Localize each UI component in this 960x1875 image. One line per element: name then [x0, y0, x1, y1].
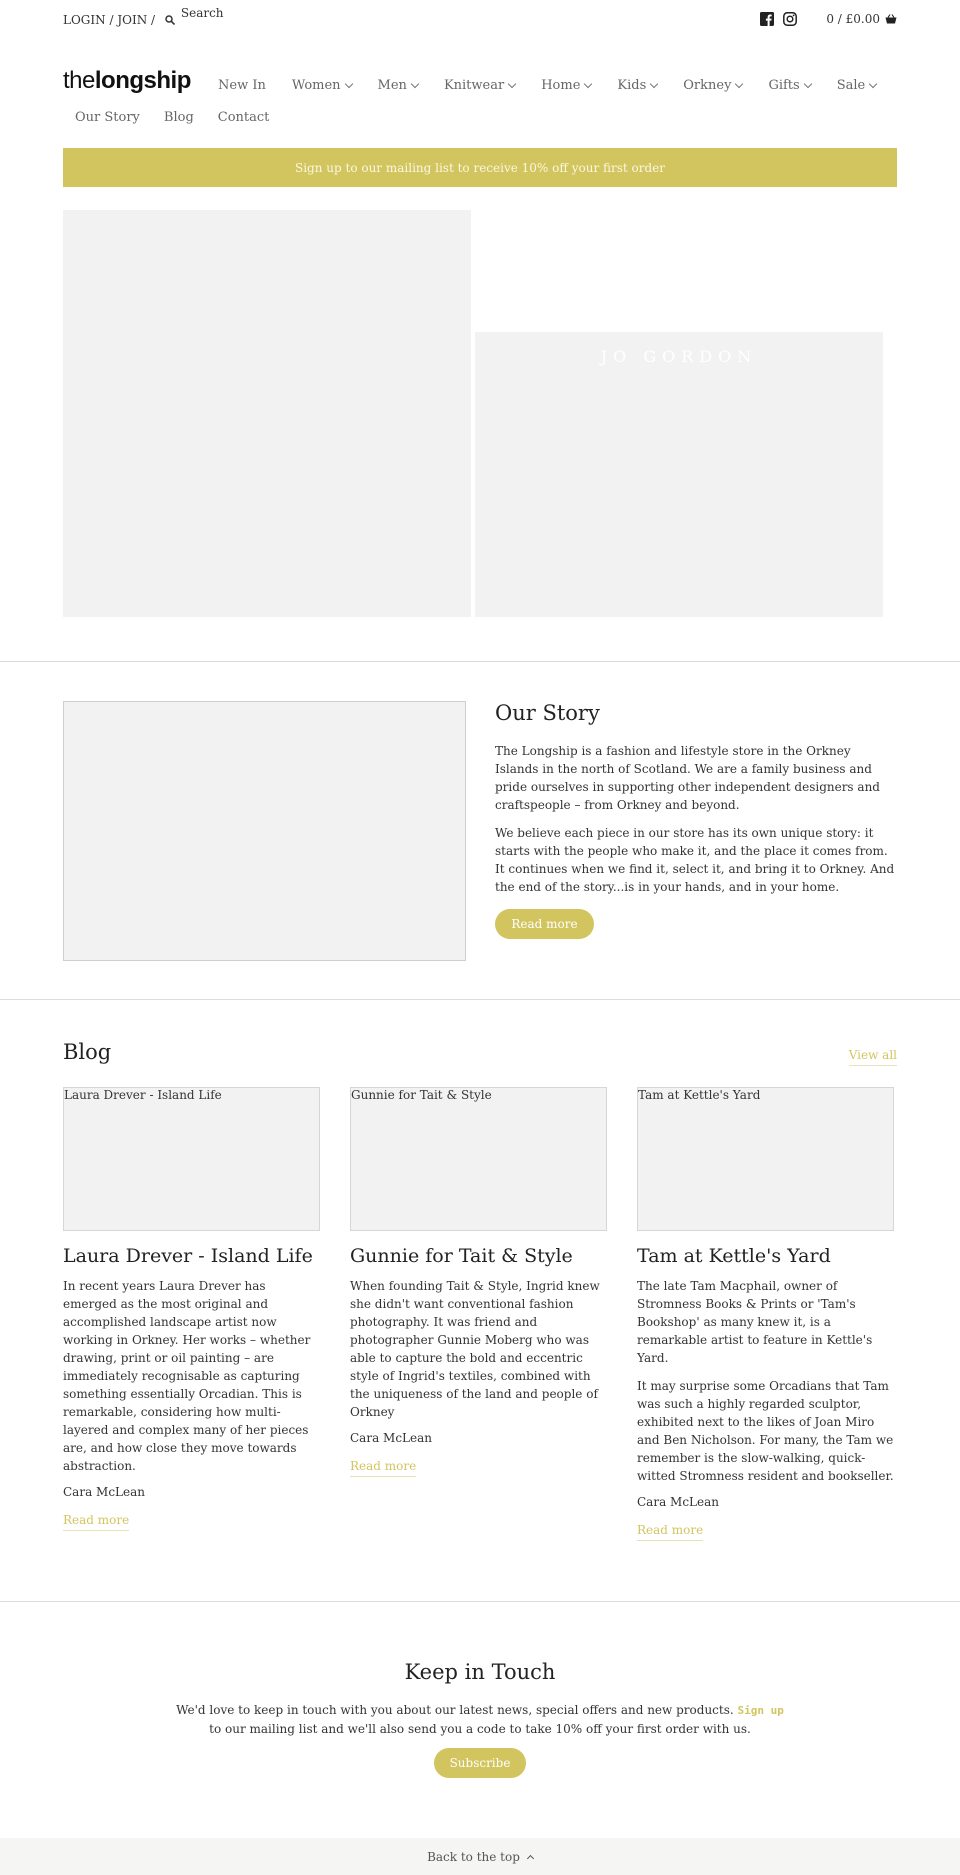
- login-link[interactable]: LOGIN: [63, 13, 106, 27]
- cart-total: 0 / £0.00: [826, 12, 880, 26]
- chevron-down-icon: [344, 79, 352, 87]
- excerpt-paragraph: When founding Tait & Style, Ingrid knew she didn't want conventional fashion photography. It was friend and photographer Gunnie Moberg who was able to capture the bold and eccentric style of Ingrid's textiles, combined with the uniqueness of the land and people of Orkney: [350, 1279, 600, 1419]
- nav-label: Kids: [617, 78, 647, 93]
- nav-item-gifts[interactable]: [768, 78, 810, 93]
- kit-text-before: We'd love to keep in touch with you about our latest news, special offers and new products.: [176, 1703, 738, 1717]
- section-divider: [0, 999, 960, 1000]
- chevron-down-icon: [803, 79, 811, 87]
- blog-card-title[interactable]: Tam at Kettle's Yard: [637, 1245, 831, 1267]
- story-title: Our Story: [495, 701, 600, 725]
- site-logo[interactable]: [63, 67, 191, 95]
- story-paragraph: The Longship is a fashion and lifestyle store in the Orkney Islands in the north of Scotland. We are a family business and pride ourselves in supporting other independent designers and craftspeople – from Orkney and beyond.: [495, 744, 880, 812]
- chevron-down-icon: [650, 79, 658, 87]
- nav-item-home[interactable]: [541, 78, 591, 93]
- nav-label: Orkney: [683, 78, 732, 93]
- chevron-down-icon: [584, 79, 592, 87]
- chevron-down-icon: [735, 79, 743, 87]
- story-read-more-button[interactable]: Read more: [495, 909, 594, 939]
- nav-item-orkney[interactable]: [683, 78, 742, 93]
- excerpt-paragraph: In recent years Laura Drever has emerged as the most original and accomplished landscape artist now working in Orkney. Her works – whether drawing, print or oil painting – are immediately recognisable as capturing something essentially Orcadian. This is remarkable, considering how multi-layered and complex many of her pieces are, and how close they move towards abstraction.: [63, 1279, 311, 1473]
- image-alt-text: Laura Drever - Island Life: [64, 1088, 222, 1102]
- facebook-icon[interactable]: [760, 12, 774, 26]
- instagram-icon[interactable]: [783, 12, 797, 26]
- image-alt-text: Gunnie for Tait & Style: [351, 1088, 492, 1102]
- nav-item-our-story[interactable]: Our Story: [75, 110, 140, 125]
- excerpt-paragraph: It may surprise some Orcadians that Tam was such a highly regarded sculptor, exhibited next to the likes of Joan Miro and Ben Nicholson. For many, the Tam we remember is the slow-walking, quick-witted Stromness resident and bookseller.: [637, 1379, 894, 1483]
- nav-label: Women: [291, 78, 341, 93]
- join-link[interactable]: JOIN: [117, 13, 148, 27]
- back-to-top-label: Back to the top: [427, 1849, 520, 1864]
- blog-card-read-more[interactable]: Read more: [350, 1459, 416, 1477]
- blog-card: [63, 1087, 320, 1531]
- blog-card-title[interactable]: Laura Drever - Island Life: [63, 1245, 313, 1267]
- story-text: [495, 742, 895, 906]
- nav-label: Sale: [836, 78, 866, 93]
- cart-link[interactable]: [826, 12, 897, 26]
- nav-item-men[interactable]: [378, 78, 418, 93]
- top-right-links: [760, 12, 897, 26]
- subscribe-button[interactable]: Subscribe: [434, 1748, 526, 1778]
- keep-in-touch-title: Keep in Touch: [404, 1660, 556, 1684]
- top-bar: [63, 0, 897, 40]
- hero-brand-text: JO GORDON: [600, 347, 758, 366]
- image-alt-text: Tam at Kettle's Yard: [638, 1088, 761, 1102]
- search-icon[interactable]: [165, 15, 175, 25]
- nav-item-contact[interactable]: Contact: [217, 110, 270, 125]
- blog-card-image[interactable]: [637, 1087, 894, 1231]
- nav-label: Gifts: [768, 78, 800, 93]
- search-toggle[interactable]: [165, 6, 224, 25]
- blog-view-all-link[interactable]: View all: [849, 1048, 897, 1066]
- secondary-nav: [75, 110, 293, 125]
- nav-item-sale[interactable]: [837, 78, 877, 93]
- blog-card-title[interactable]: Gunnie for Tait & Style: [350, 1245, 573, 1267]
- nav-item-blog[interactable]: Blog: [163, 110, 194, 125]
- nav-label: Home: [541, 78, 581, 93]
- excerpt-paragraph: The late Tam Macphail, owner of Stromness Books & Prints or 'Tam's Bookshop' as many knew it, is a remarkable artist to feature in Kettle's Yard.: [637, 1279, 873, 1365]
- blog-card-image[interactable]: [63, 1087, 320, 1231]
- account-links: [63, 6, 224, 27]
- basket-icon: [885, 14, 897, 24]
- kit-text-after: to our mailing list and we'll also send you a code to take 10% off your first order with us.: [209, 1722, 751, 1736]
- blog-card-excerpt: [63, 1277, 320, 1475]
- nav-label: Knitwear: [443, 78, 505, 93]
- mailing-list-banner[interactable]: Sign up to our mailing list to receive 10% off your first order: [63, 148, 897, 187]
- blog-card-excerpt: [637, 1277, 894, 1485]
- logo-prefix: the: [63, 67, 95, 94]
- chevron-down-icon: [508, 79, 516, 87]
- nav-label: Men: [377, 78, 407, 93]
- blog-card-author: Cara McLean: [350, 1431, 433, 1445]
- chevron-up-icon: [527, 1854, 534, 1861]
- story-image: [63, 701, 466, 961]
- keep-in-touch-text: [170, 1701, 790, 1738]
- hero-image-left[interactable]: [63, 210, 471, 617]
- nav-item-knitwear[interactable]: [444, 78, 515, 93]
- blog-card-author: Cara McLean: [63, 1485, 146, 1499]
- blog-card-excerpt: [350, 1277, 607, 1421]
- blog-card-image[interactable]: [350, 1087, 607, 1231]
- blog-card: [637, 1087, 894, 1541]
- story-paragraph: We believe each piece in our store has its own unique story: it starts with the people who make it, and the place it comes from. It continues when we find it, select it, and bring it to Orkney. And the end of the story...is in your hands, and in your home.: [495, 826, 895, 894]
- nav-item-women[interactable]: [292, 78, 352, 93]
- nav-item-kids[interactable]: [617, 78, 657, 93]
- separator: /: [147, 13, 159, 27]
- chevron-down-icon: [411, 79, 419, 87]
- back-to-top-link[interactable]: [0, 1838, 960, 1875]
- section-divider: [0, 661, 960, 662]
- separator: /: [105, 13, 118, 27]
- blog-title: Blog: [63, 1040, 112, 1064]
- primary-nav: [218, 78, 902, 93]
- nav-item-new-in[interactable]: [218, 78, 266, 93]
- logo-name: longship: [94, 67, 191, 94]
- nav-label: New In: [218, 78, 266, 93]
- blog-card: [350, 1087, 607, 1477]
- blog-card-author: Cara McLean: [637, 1495, 720, 1509]
- blog-card-read-more[interactable]: Read more: [637, 1523, 703, 1541]
- chevron-down-icon: [869, 79, 877, 87]
- search-label[interactable]: Search: [180, 6, 224, 20]
- signup-link[interactable]: Sign up: [737, 1704, 784, 1717]
- hero-image-right[interactable]: [475, 332, 883, 617]
- section-divider: [0, 1601, 960, 1602]
- blog-card-read-more[interactable]: Read more: [63, 1513, 129, 1531]
